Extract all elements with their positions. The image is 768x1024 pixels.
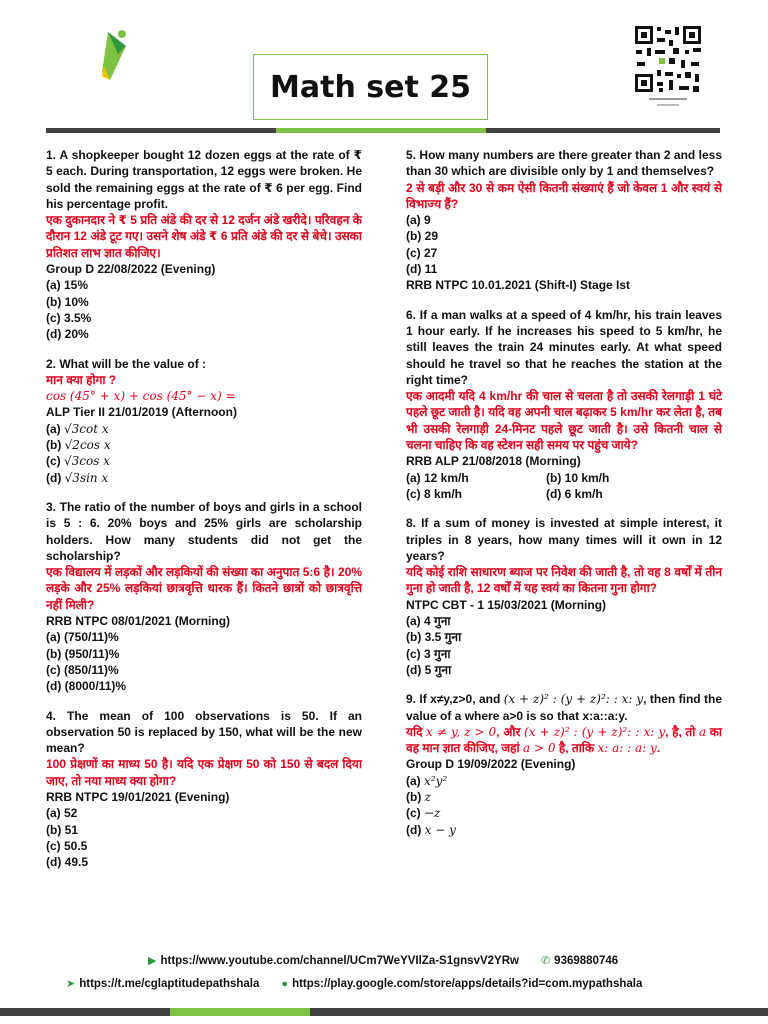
footer-line-2 (66, 977, 768, 990)
right-column (406, 147, 722, 851)
youtube-icon: ▶ (148, 955, 157, 967)
option: (d) x − y (406, 822, 456, 837)
option: (c) 27 (406, 245, 438, 260)
question-text: 3. The ratio of the number of boys and girls in a school is 5 : 6. 20% boys and 25% girls are scholarship holders. How many students did not get the scholarship? (46, 499, 362, 563)
option: (b) 51 (46, 822, 79, 837)
option: (a) 12 km/h (406, 470, 469, 485)
question-text-hindi: एक दुकानदार ने ₹ 5 प्रति अंडे की दर से 12 दर्जन अंडे खरीदे। परिवहन के दौरान 12 अंडे टूट गए। उसने शेष अंडे ₹ 6 प्रति अंडे की दर से बेचे। उसका प्रतिशत लाभ ज्ञात कीजिए। (46, 213, 362, 260)
option: (d) 20% (46, 327, 89, 342)
exam-source: RRB ALP 21/08/2018 (Morning) (406, 454, 581, 469)
option: (c) √3cos x (46, 454, 110, 469)
telegram-link[interactable]: https://t.me/cglaptitudepathshala (79, 977, 260, 990)
option: (c) 50.5 (46, 838, 88, 853)
option: (c) 8 km/h (406, 486, 463, 501)
option: (b) (950/11)% (46, 646, 120, 661)
telegram-icon: ➤ (66, 978, 76, 990)
option: (b) 10 km/h (546, 470, 610, 485)
pathshala-logo-icon (96, 26, 136, 86)
question-text: 6. If a man walks at a speed of 4 km/hr, his train leaves 1 hour early. If he increases his speed to 5 km/hr, he still leaves the train 24 minutes early. At what speed should he travel so that he reaches the station at the right time? (406, 307, 722, 387)
question-text-hindi: यदि x ≠ y, z > 0, और (x + z)² : (y + z)²: : x: y, है, तो a का वह मान ज्ञात कीजिए, जहां a > 0 है, ताकि x: a: : a: y. (406, 724, 723, 756)
option-grid (406, 470, 722, 503)
exam-source: Group D 19/09/2022 (Evening) (406, 757, 576, 772)
option: (d) (8000/11)% (46, 679, 127, 694)
android-icon: ● (281, 977, 289, 990)
option: (a) (750/11)% (46, 630, 119, 645)
option: (d) 49.5 (46, 855, 89, 870)
question-text-hindi: यदि कोई राशि साधारण ब्याज पर निवेश की जाती है, तो वह 8 वर्षों में तीन गुना हो जाती है, 12 वर्षों में यह स्वयं का कितना गुना होगा? (406, 565, 722, 596)
option: (d) 11 (406, 262, 438, 277)
left-column (46, 147, 362, 883)
question-text-hindi: 100 प्रेक्षणों का माध्य 50 है। यदि एक प्रेक्षण 50 को 150 से बदल दिया जाए, तो नया माध्य क्या होगा? (46, 757, 362, 788)
math-expression: cos (45° + x) + cos (45° − x) = (46, 389, 236, 404)
exam-source: RRB NTPC 08/01/2021 (Morning) (46, 614, 231, 629)
question-text-hindi: 2 से बड़ी और 30 से कम ऐसी कितनी संख्याएं हैं जो केवल 1 और स्वयं से विभाज्य हैं? (406, 180, 722, 211)
option: (a) 9 (406, 213, 431, 228)
option: (a) 4 गुना (406, 614, 451, 629)
option: (c) (850/11)% (46, 662, 119, 677)
question-1 (46, 147, 362, 343)
option: (b) 3.5 गुना (406, 630, 462, 645)
question-text: 4. The mean of 100 observations is 50. If an observation 50 is replaced by 150, what will be the new mean? (46, 708, 362, 756)
option: (c) −z (406, 806, 441, 821)
question-text: 2. What will be the value of : (46, 356, 207, 371)
option: (c) 3.5% (46, 310, 92, 325)
question-6 (406, 307, 722, 503)
bottom-divider (0, 1008, 768, 1016)
option: (b) 29 (406, 229, 439, 244)
question-8 (406, 515, 722, 678)
question-text: 1. A shopkeeper bought 12 dozen eggs at the rate of ₹ 5 each. During transportation, 12 eggs were broken. He sold the remaining eggs at the rate of ₹ 6 per egg. Find his percentage profit. (46, 148, 362, 211)
page-title: Math set 25 (270, 69, 471, 105)
question-9 (406, 691, 722, 838)
option: (b) 10% (46, 294, 89, 309)
phone-number[interactable]: 9369880746 (554, 954, 619, 967)
option: (b) √2cos x (46, 438, 111, 453)
title-box (253, 54, 488, 120)
option: (d) 6 km/h (546, 486, 603, 501)
option: (c) 3 गुना (406, 646, 451, 661)
option: (a) 15% (46, 278, 89, 293)
question-text: 8. If a sum of money is invested at simple interest, it triples in 8 years, how many times will it own in 12 years? (406, 516, 722, 563)
phone-icon: ✆ (540, 955, 551, 967)
exam-source: NTPC CBT - 1 15/03/2021 (Morning) (406, 597, 607, 612)
exam-source: ALP Tier II 21/01/2019 (Afternoon) (46, 405, 237, 420)
question-text: 9. If x≠y,z>0, and (x + z)² : (y + z)²: : x: y, then find the value of a where a>0 is so that x:a::a:y. (406, 692, 723, 723)
option: (d) √3sin x (46, 470, 109, 485)
question-text-hindi: एक आदमी यदि 4 km/hr की चाल से चलता है तो उसकी रेलगाड़ी 1 घंटे पहले छूट जाती है। यदि वह अपनी चाल बढ़ाकर 5 km/hr कर लेता है, तब भी उसकी रेलगाड़ी 24-मिनट पहले छूट जाती है। उसे कितनी चाल से चलना चाहिए कि वह स्टेशन सही समय पर पहुंच जाये? (406, 389, 722, 453)
footer-line-1 (148, 954, 768, 967)
option: (a) 52 (46, 806, 78, 821)
exam-source: RRB NTPC 10.01.2021 (Shift-I) Stage Ist (406, 278, 631, 293)
question-5 (406, 147, 722, 294)
youtube-link[interactable]: https://www.youtube.com/channel/UCm7WeYVIlZa-S1gnsvV2YRw (160, 954, 519, 967)
top-divider (46, 128, 720, 133)
question-4 (46, 708, 362, 871)
question-text-hindi: मान क्या होगा ? (46, 372, 117, 387)
exam-source: RRB NTPC 19/01/2021 (Evening) (46, 789, 230, 804)
question-text: 5. How many numbers are there greater than 2 and less than 30 which are divisible only by 1 and themselves? (406, 148, 722, 179)
question-text-hindi: एक विद्यालय में लड़कों और लड़कियों की संख्या का अनुपात 5:6 है। 20% लड़के और 25% लड़कियां छात्रवृत्ति धारक हैं। कितने छात्रों को छात्रवृत्ति नहीं मिली? (46, 565, 362, 612)
qr-code-icon (633, 24, 703, 116)
option: (a) x²y² (406, 773, 448, 788)
option: (a) √3cot x (46, 421, 109, 436)
option: (b) z (406, 789, 431, 804)
option: (d) 5 गुना (406, 662, 452, 677)
question-2 (46, 356, 362, 486)
playstore-link[interactable]: https://play.google.com/store/apps/details?id=com.mypathshala (292, 977, 643, 990)
question-3 (46, 499, 362, 695)
exam-source: Group D 22/08/2022 (Evening) (46, 262, 216, 277)
